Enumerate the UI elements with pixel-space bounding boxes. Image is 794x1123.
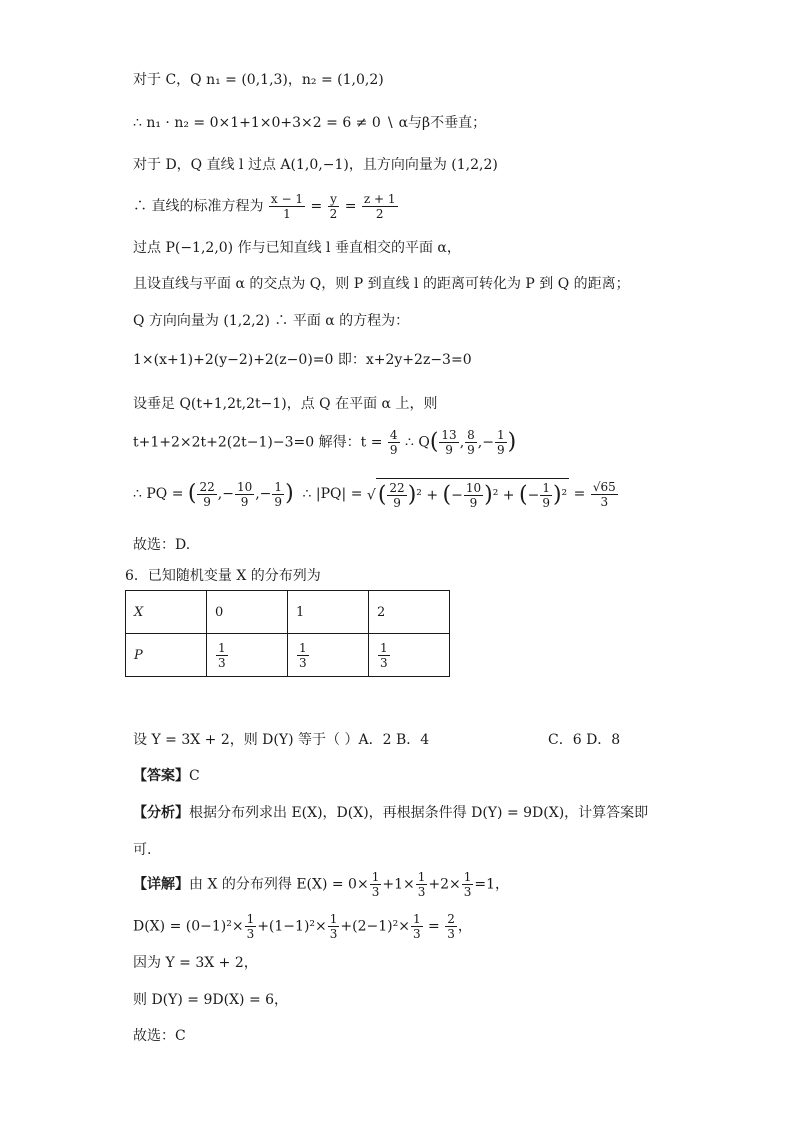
question-6: 6．已知随机变量 X 的分布列为 bbox=[125, 568, 321, 584]
line-intersection: 且设直线与平面 α 的交点为 Q，则 P 到直线 l 的距离可转化为 P 到 Q 的距离； bbox=[133, 276, 630, 292]
frac-y: $\frac{y}{2}$ bbox=[329, 192, 338, 221]
analysis-line-2: 可. bbox=[133, 842, 152, 858]
detail-line: 【详解】由 X 的分布列得 E(X) = 0× $\frac{1}{3}$ +1× $\frac{1}{3}$ +2× $\frac{1}{3}$ =1， bbox=[133, 870, 510, 899]
frac-x: $\frac{x - 1}{1}$ bbox=[270, 192, 303, 221]
result-line: 则 D(Y) = 9D(X) = 6， bbox=[133, 992, 289, 1008]
answer-line: 【答案】C bbox=[133, 768, 200, 784]
variance-line: D(X) = (0−1)²× $\frac{1}{3}$ +(1−1)²× $\frac{1}{3}$ +(2−1)²× $\frac{1}{3}$ = $\frac{2}{3}$ ， bbox=[133, 912, 472, 941]
table-row: X 0 1 2 bbox=[126, 591, 450, 634]
because-line: 因为 Y = 3X + 2， bbox=[133, 955, 258, 971]
line-standard-equation: ∴ 直线的标准方程为 $\frac{x - 1}{1}$ = $\frac{y}{2}$ = $\frac{z + 1}{2}$ bbox=[133, 192, 396, 221]
line-choose-d: 故选：D. bbox=[133, 537, 191, 553]
line-c-vectors: 对于 C，Q n₁ = (0,1,3)，n₂ = (1,0,2) bbox=[133, 72, 384, 88]
line-solve-t: t+1+2×2t+2(2t−1)−3=0 解得：t = $\frac{4}{9}$ ∴ Q( $\frac{13}{9}$ , $\frac{8}{9}$ ,− $\frac{1}{9}$ ) bbox=[133, 428, 517, 457]
line-plane-equation: 1×(x+1)+2(y−2)+2(z−0)=0 即：x+2y+2z−3=0 bbox=[133, 352, 472, 368]
line-dot-product: ∴ n₁ · n₂ = 0×1+1×0+3×2 = 6 ≠ 0 ∖ α与β不垂直； bbox=[133, 115, 487, 131]
choose-c: 故选：C bbox=[133, 1028, 186, 1044]
line-d-intro: 对于 D，Q 直线 l 过点 A(1,0,−1)，且方向向量为 (1,2,2) bbox=[133, 157, 498, 173]
analysis-line: 【分析】根据分布列求出 E(X)，D(X)，再根据条件得 D(Y) = 9D(X)，计算答案即 bbox=[133, 805, 649, 821]
table-row: P $\frac{1}{3}$ $\frac{1}{3}$ $\frac{1}{3}$ bbox=[126, 634, 450, 677]
standard-equation-label: ∴ 直线的标准方程为 bbox=[133, 198, 264, 215]
distribution-table bbox=[125, 590, 450, 677]
solve-t-label: t+1+2×2t+2(2t−1)−3=0 解得：t = bbox=[133, 434, 383, 451]
line-foot: 设垂足 Q(t+1,2t,2t−1)，点 Q 在平面 α 上，则 bbox=[133, 396, 438, 412]
question-6-options: 设 Y = 3X + 2，则 D(Y) 等于（ ）A．2 B．4 bbox=[133, 732, 430, 748]
question-6-options-cd: C．6 D．8 bbox=[548, 732, 621, 748]
frac-z: $\frac{z + 1}{2}$ bbox=[363, 192, 396, 221]
sqrt-expression: √( $\frac{22}{9}$ )² + (− $\frac{10}{9}$ )² + (− $\frac{1}{9}$ )² bbox=[367, 478, 569, 510]
line-point-p: 过点 P(−1,2,0) 作与已知直线 l 垂直相交的平面 α， bbox=[133, 240, 461, 256]
line-plane: Q 方向向量为 (1,2,2) ∴ 平面 α 的方程为： bbox=[133, 313, 410, 329]
line-pq-vector: ∴ PQ = ( $\frac{22}{9}$ ,− $\frac{10}{9}$ ,− $\frac{1}{9}$ ) ∴ |PQ| = √( $\frac{22}{9}$ )² + (− $\frac{10}{9}$ )² + (− $\frac{1}{9}$ )² = $\frac{√65}{3}$ bbox=[133, 479, 616, 510]
